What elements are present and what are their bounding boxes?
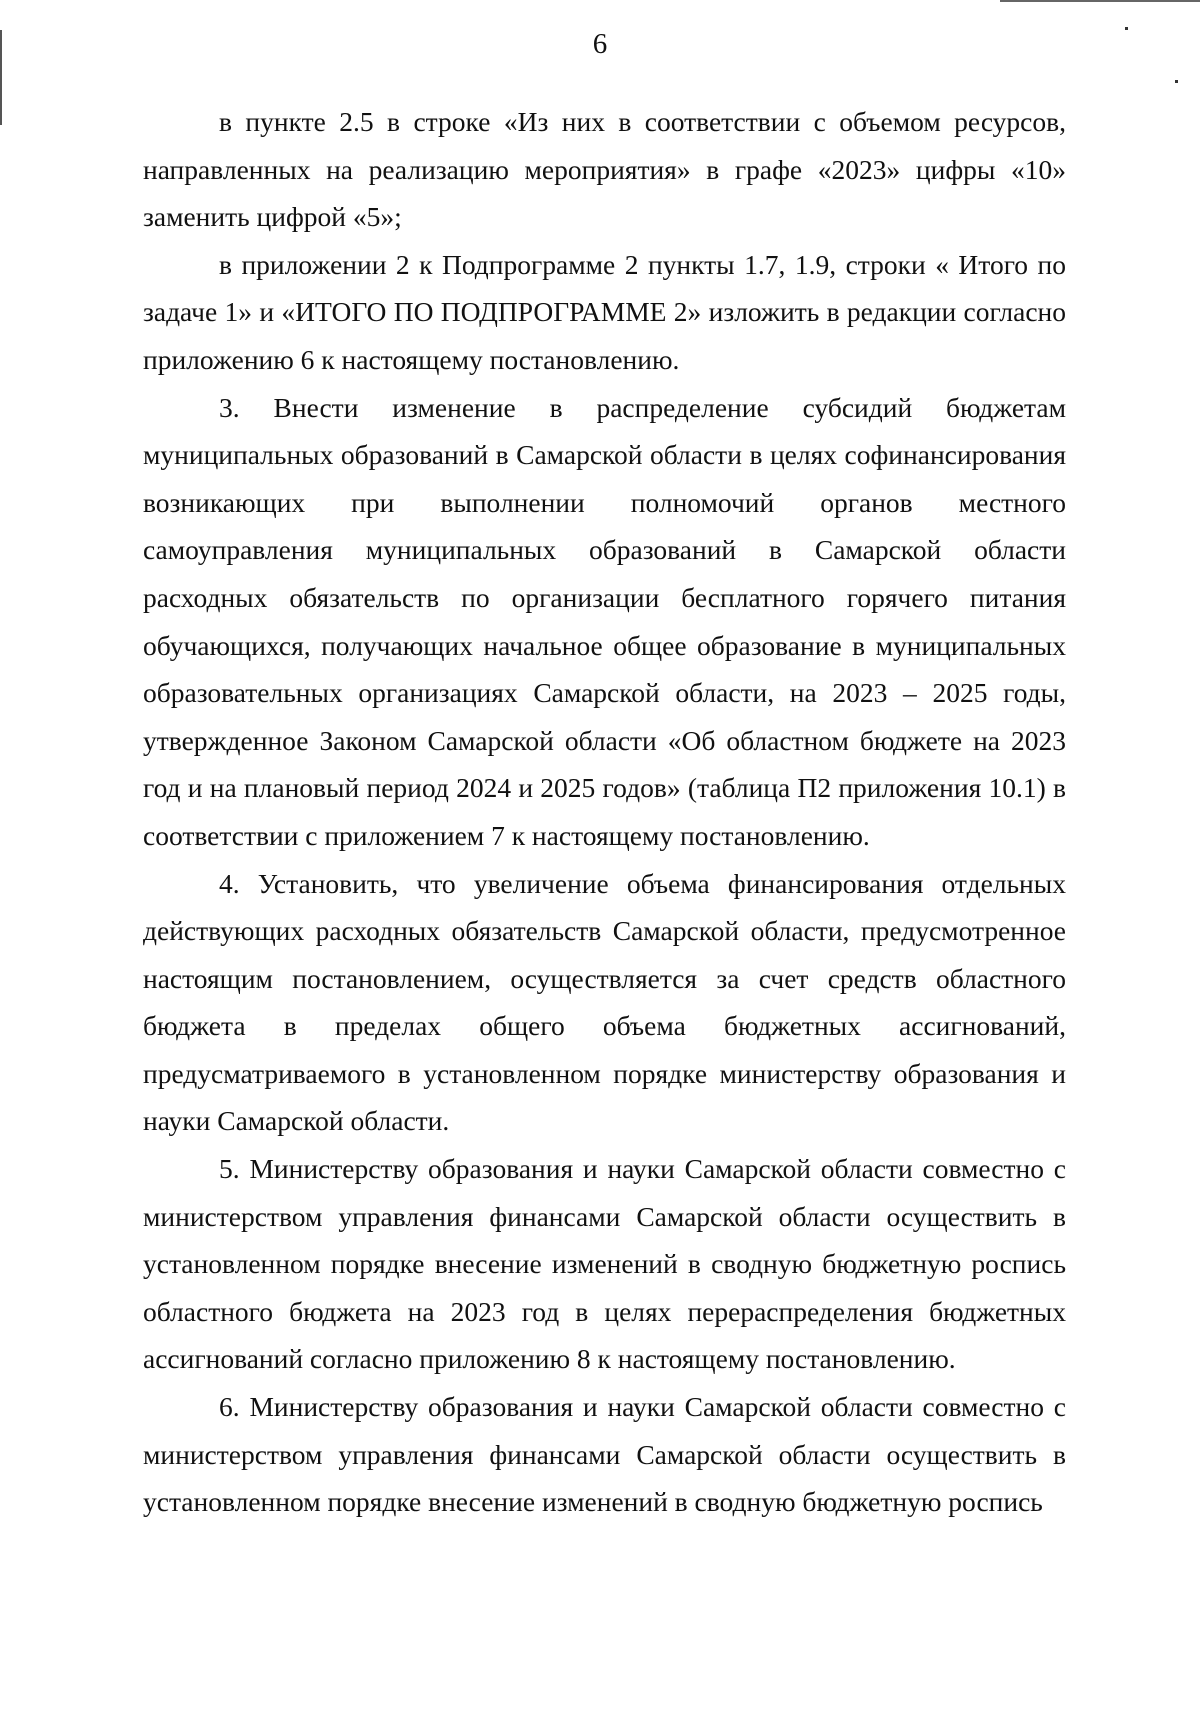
document-body: [143, 98, 1066, 1526]
page-number: 6: [592, 28, 608, 60]
paragraph-5: 5. Министерству образования и науки Самарской области совместно с министерством управления финансами Самарской области осуществить в установленном порядке внесение изменений в сводную бюджетную роспись областного бюджета на 2023 год в целях перераспределения бюджетных ассигнований согласно приложению 8 к настоящему постановлению.: [143, 1153, 1066, 1375]
scan-speck: [1175, 80, 1178, 83]
paragraph-3: 3. Внести изменение в распределение субсидий бюджетам муниципальных образований в Самарской области в целях софинансирования возникающих при выполнении полномочий органов местного самоуправления муниципальных образований в Самарской области расходных обязательств по организации бесплатного горячего питания обучающихся, получающих начальное общее образование в муниципальных образовательных организациях Самарской области, на 2023 – 2025 годы, утвержденное Законом Самарской области «Об областном бюджете на 2023 год и на плановый период 2024 и 2025 годов» (таблица П2 приложения 10.1) в соответствии с приложением 7 к настоящему постановлению.: [143, 391, 1066, 851]
paragraph-4: 4. Установить, что увеличение объема финансирования отдельных действующих расходных обязательств Самарской области, предусмотренное настоящим постановлением, осуществляется за счет средств областного бюджета в пределах общего объема бюджетных ассигнований, предусматриваемого в установленном порядке министерству образования и науки Самарской области.: [143, 867, 1066, 1137]
paragraph-item-2-5: в пункте 2.5 в строке «Из них в соответствии с объемом ресурсов, направленных на реализацию мероприятия» в графе «2023» цифры «10» заменить цифрой «5»;: [143, 106, 1066, 233]
scan-edge-mark: [1000, 0, 1200, 2]
paragraph-6: 6. Министерству образования и науки Самарской области совместно с министерством управления финансами Самарской области осуществить в установленном порядке внесение изменений в сводную бюджетную роспись: [143, 1391, 1066, 1518]
paragraph-appendix-2: в приложении 2 к Подпрограмме 2 пункты 1.7, 1.9, строки « Итого по задаче 1» и «ИТОГО ПО ПОДПРОГРАММЕ 2» изложить в редакции согласно приложению 6 к настоящему постановлению.: [143, 248, 1066, 375]
